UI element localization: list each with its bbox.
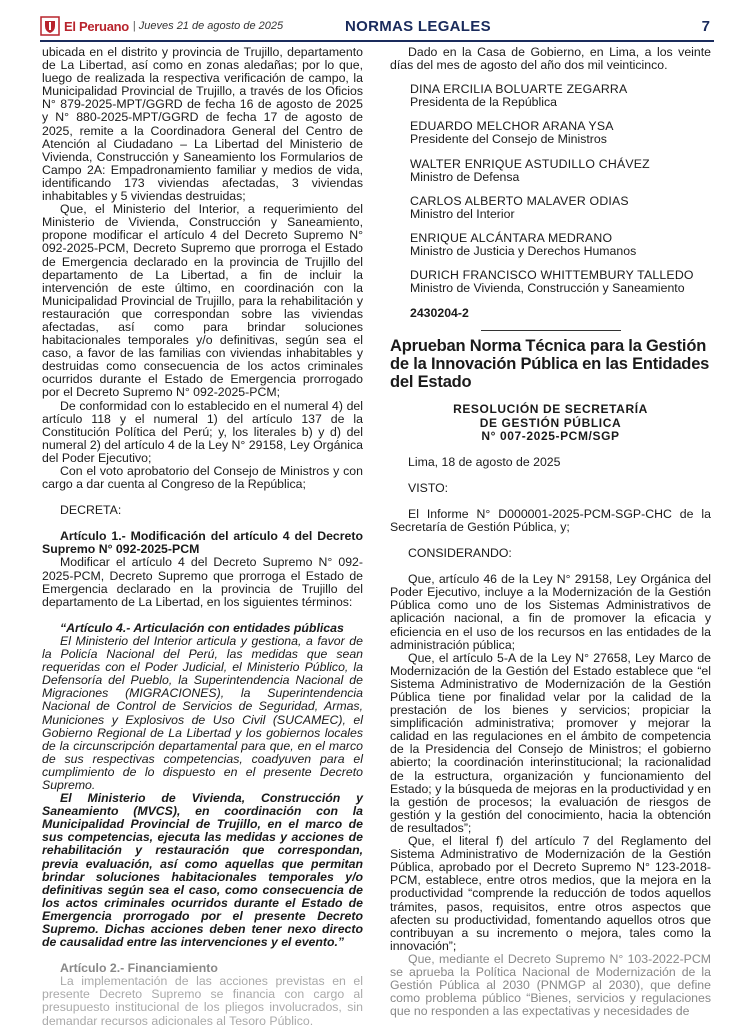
signatory-name: DURICH FRANCISCO WHITTEMBURY TALLEDO <box>410 268 694 283</box>
signatory-role: Presidente del Consejo de Ministros <box>410 132 607 147</box>
article-2-title: Artículo 2.- Financiamiento <box>60 961 218 976</box>
resolution-number: N° 007-2025-PCM/SGP <box>481 428 620 443</box>
left-column <box>42 46 363 1028</box>
section-divider <box>481 330 621 331</box>
signatory-name: WALTER ENRIQUE ASTUDILLO CHÁVEZ <box>410 156 650 171</box>
paragraph: ubicada en el distrito y provincia de Trujillo, departamento de La Libertad, así como en zonas aledañas; por lo que, luego de realizada la respectiva verificación de campo, la Municipalidad Provincial de Trujillo, a través de los Oficios N° 879-2025-MPT/GGRD de fecha 16 de agosto de 2025 y N° 880-2025-MPT/GGRD de fecha 17 de agosto de 2025, remite a la Coordinadora General del Centro de Atención al Ciudadano – La Libertad del Ministerio de Vivienda, Construcción y Saneamiento los Formularios de Campo 2A: Empadronamiento familiar y medios de vida, identificando 173 viviendas afectadas, 3 viviendas inhabitables y 5 viviendas destruidas; <box>42 45 363 204</box>
coat-of-arms-icon <box>40 16 60 36</box>
signature-block <box>410 195 711 221</box>
signatory-name: ENRIQUE ALCÁNTARA MEDRANO <box>410 230 613 245</box>
article-1-title: Artículo 1.- Modificación del artículo 4 del Decreto Supremo N° 092-2025-PCM <box>42 529 363 557</box>
paragraph: Que, mediante el Decreto Supremo N° 103-2022-PCM se aprueba la Política Nacional de Modernización de la Gestión Pública al 2030 (PNMGP al 2030), que define como problema público “Bienes, servicios y regulaciones que no responden a las expectativas y necesidades de <box>390 951 711 1019</box>
issue-date: | Jueves 21 de agosto de 2025 <box>133 20 283 32</box>
article-4-paragraph: El Ministerio de Vivienda, Construcción y Saneamiento (MVCS), en coordinación con la Municipalidad Provincial de Trujillo, en el marco de sus competencias, ejecuta las medidas y acciones de rehabilitación y restauración que correspondan, previa evaluación, así como aquellas que permitan brindar soluciones habitacionales temporales y/o definitivas según sea el caso, como consecuencia de los actos criminales ocurridos durante el Estado de Emergencia prorrogado por el presente Decreto Supremo. Dichas acciones deben tener nexo directo de causalidad entre las intervenciones y el evento.” <box>42 791 363 950</box>
publication-code: 2430204-2 <box>410 306 469 321</box>
paragraph: Que, el literal f) del artículo 7 del Reglamento del Sistema Administrativo de Modernización de la Gestión Pública, aprobado por el Decreto Supremo N° 123-2018-PCM, establece, entre otros medios, que la mejora en la productividad “comprende la reducción de todos aquellos trámites, pasos, requisitos, entre otros aspectos que afecten su productividad, fomentando aquellos otros que contribuyan a su incremento o mejora, tales como la innovación”; <box>390 834 711 953</box>
visto-body: El Informe N° D000001-2025-PCM-SGP-CHC de la Secretaría de Gestión Pública, y; <box>390 506 711 534</box>
visto-heading: VISTO: <box>408 480 449 495</box>
signatory-name: CARLOS ALBERTO MALAVER ODIAS <box>410 193 629 208</box>
place-date: Lima, 18 de agosto de 2025 <box>408 454 561 469</box>
signatory-role: Ministro del Interior <box>410 206 515 221</box>
article-4-title: “Artículo 4.- Articulación con entidades públicas <box>60 620 344 635</box>
considerando-heading: CONSIDERANDO: <box>408 546 512 561</box>
page-number: 7 <box>701 17 710 35</box>
signature-block <box>410 269 711 295</box>
signatory-name: EDUARDO MELCHOR ARANA YSA <box>410 119 614 134</box>
section-title: NORMAS LEGALES <box>345 17 491 35</box>
decreta-heading: DECRETA: <box>60 503 122 518</box>
resolution-heading: DE GESTIÓN PÚBLICA <box>479 415 622 430</box>
page-header <box>40 12 714 42</box>
signature-block <box>410 83 711 109</box>
signatory-role: Ministro de Defensa <box>410 169 520 184</box>
article-1-body: Modificar el artículo 4 del Decreto Supremo N° 092-2025-PCM, Decreto Supremo que prorroga el Estado de Emergencia declarado en la provincia de Trujillo del departamento de La Libertad, en los siguientes términos: <box>42 555 363 609</box>
given-at: Dado en la Casa de Gobierno, en Lima, a los veinte días del mes de agosto del año dos mil veinticinco. <box>390 45 711 73</box>
resolution-heading: RESOLUCIÓN DE SECRETARÍA <box>453 402 648 417</box>
signatory-name: DINA ERCILIA BOLUARTE ZEGARRA <box>410 82 628 97</box>
signature-block <box>410 232 711 258</box>
paragraph: De conformidad con lo establecido en el numeral 4) del artículo 118 y el numeral 1) del artículo 137 de la Constitución Política del Perú; y, los literales b) y d) del numeral 2) del artículo 4 de la Ley N° 29158, Ley Orgánica del Poder Ejecutivo; <box>42 398 363 465</box>
article-4-paragraph: El Ministerio del Interior articula y gestiona, a favor de la Policía Nacional del Perú, las medidas que sean requeridas con el Poder Judicial, el Ministerio Público, la Defensoría del Pueblo, la Superintendencia Nacional de Migraciones (MIGRACIONES), la Superintendencia Nacional de Control de Servicios de Seguridad, Armas, Municiones y Explosivos de Uso Civil (SUCAMEC), el Gobierno Regional de La Libertad y los gobiernos locales de la circunscripción departamental para que, en el marco de sus respectivas competencias, coadyuven para el cumplimiento de lo dispuesto en el presente Decreto Supremo. <box>42 633 363 792</box>
paragraph: Que, artículo 46 de la Ley N° 29158, Ley Orgánica del Poder Ejecutivo, incluye a la Modernización de la Gestión Pública como uno de los Sistemas Administrativos de aplicación nacional, a fin de promover la eficacia y eficiencia en el uso de los recursos en las entidades de la administración pública; <box>390 572 711 652</box>
norm-title: Aprueban Norma Técnica para la Gestión de la Innovación Pública en las Entidades del Estado <box>390 337 710 392</box>
signatory-role: Ministro de Justicia y Derechos Humanos <box>410 244 637 259</box>
article-2-body: La implementación de las acciones previstas en el presente Decreto Supremo se financia con cargo al presupuesto institucional de los pliegos involucrados, sin demandar recursos adicionales al Tesoro Público. <box>42 974 363 1028</box>
signatory-role: Ministro de Vivienda, Construcción y Saneamiento <box>410 281 685 296</box>
signature-block <box>410 120 711 146</box>
right-column <box>390 46 711 1018</box>
logo-text: El Peruano <box>64 18 129 34</box>
newspaper-logo <box>40 16 129 36</box>
paragraph: Que, el Ministerio del Interior, a requerimiento del Ministerio de Vivienda, Construcción y Saneamiento, propone modificar el artículo 4 del Decreto Supremo N° 092-2025-PCM, Decreto Supremo que prorroga el Estado de Emergencia declarado en la provincia de Trujillo del departamento de La Libertad, a fin de incluir la intervención de este último, en coordinación con la Municipalidad Provincial de Trujillo, para la rehabilitación y restauración que correspondan sobre las viviendas afectadas, así como para brindar soluciones habitacionales temporales y/o definitivas, según sea el caso, a favor de las familias con viviendas inhabitables y destruidas como consecuencia de los actos criminales ocurridos durante el Estado de Emergencia prorrogado por el Decreto Supremo N° 092-2025-PCM; <box>42 202 363 400</box>
signature-block <box>410 158 711 184</box>
paragraph: Que, el artículo 5-A de la Ley N° 27658, Ley Marco de Modernización de la Gestión del Estado establece que “el Sistema Administrativo de Modernización de la Gestión Pública tiene por finalidad velar por la calidad de la prestación de los bienes y servicios; propiciar la simplificación administrativa; promover y mejorar la calidad en las regulaciones en el ámbito de competencia de la Presidencia del Consejo de Ministros; el gobierno abierto; la coordinación interinstitucional; la racionalidad de la estructura, organización y funcionamiento del Estado; y la búsqueda de mejoras en la productividad y en la gestión de procesos; la evaluación de riesgos de gestión y la gestión del conocimiento, hacia la obtención de resultados”; <box>390 650 711 835</box>
paragraph: Con el voto aprobatorio del Consejo de Ministros y con cargo a dar cuenta al Congreso de la República; <box>42 464 363 492</box>
signatory-role: Presidenta de la República <box>410 95 557 110</box>
